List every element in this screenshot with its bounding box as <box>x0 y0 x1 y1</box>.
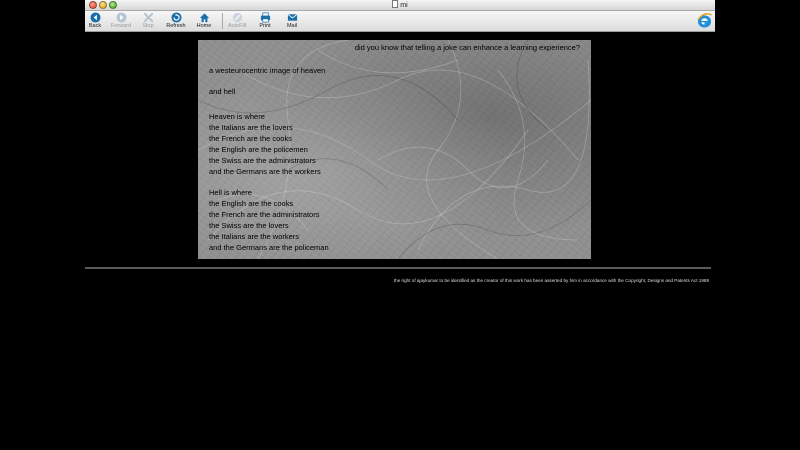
mail-label: Mail <box>286 23 298 29</box>
forward-arrow-icon <box>116 12 127 23</box>
heaven-line: the French are the cooks <box>209 134 292 143</box>
window-title: mi <box>400 2 408 9</box>
printer-icon <box>260 12 271 23</box>
heaven-line: the Italians are the lovers <box>209 123 293 132</box>
home-button[interactable] <box>194 11 214 31</box>
browser-window <box>85 0 715 450</box>
window-title-area <box>85 0 715 10</box>
title-bar <box>85 0 715 11</box>
copyright-notice: the right of ajaykumar to be identified as the creator of this work has been asserted by him in accordance with the Copyright, Designs and Patents Act 1988 <box>393 278 709 283</box>
stop-label: Stop <box>142 23 154 29</box>
hell-heading: Hell is where <box>209 188 252 197</box>
internet-explorer-logo-icon <box>697 12 712 29</box>
autofill-icon <box>232 12 243 23</box>
heaven-heading: Heaven is where <box>209 112 265 121</box>
hell-line: the French are the administrators <box>209 210 320 219</box>
print-button[interactable] <box>257 11 273 31</box>
back-arrow-icon <box>90 12 101 23</box>
refresh-label: Refresh <box>166 23 186 29</box>
toolbar-separator <box>222 13 223 29</box>
print-label: Print <box>259 23 271 29</box>
hell-line: the English are the cooks <box>209 199 294 208</box>
browser-toolbar <box>85 11 715 32</box>
forward-label: Forward <box>110 23 132 29</box>
question-text: did you know that telling a joke can enhance a learning experience? <box>354 43 580 52</box>
mail-icon <box>287 12 298 23</box>
autofill-label: AutoFill <box>227 23 247 29</box>
hell-line: and the Germans are the policeman <box>209 243 329 252</box>
heaven-line: and the Germans are the workers <box>209 167 321 176</box>
stop-x-icon <box>143 12 154 23</box>
home-icon <box>199 12 210 23</box>
refresh-button[interactable] <box>164 11 188 31</box>
page-content <box>85 32 715 450</box>
back-label: Back <box>88 23 102 29</box>
heaven-line: the Swiss are the administrators <box>209 156 316 165</box>
hell-line: the Swiss are the lovers <box>209 221 289 230</box>
home-label: Home <box>196 23 212 29</box>
stop-button[interactable] <box>140 11 156 31</box>
hell-line: the Italians are the workers <box>209 232 300 241</box>
forward-button[interactable] <box>109 11 133 31</box>
mail-button[interactable] <box>284 11 300 31</box>
intro-line: a westeurocentric image of heaven <box>209 66 326 75</box>
footer-divider <box>85 267 711 269</box>
heaven-line: the English are the policemen <box>209 145 308 154</box>
document-icon <box>392 0 398 8</box>
poem-panel <box>198 40 591 259</box>
back-button[interactable] <box>88 11 102 31</box>
autofill-button[interactable] <box>226 11 248 31</box>
refresh-icon <box>171 12 182 23</box>
intro-line: and hell <box>209 87 236 96</box>
